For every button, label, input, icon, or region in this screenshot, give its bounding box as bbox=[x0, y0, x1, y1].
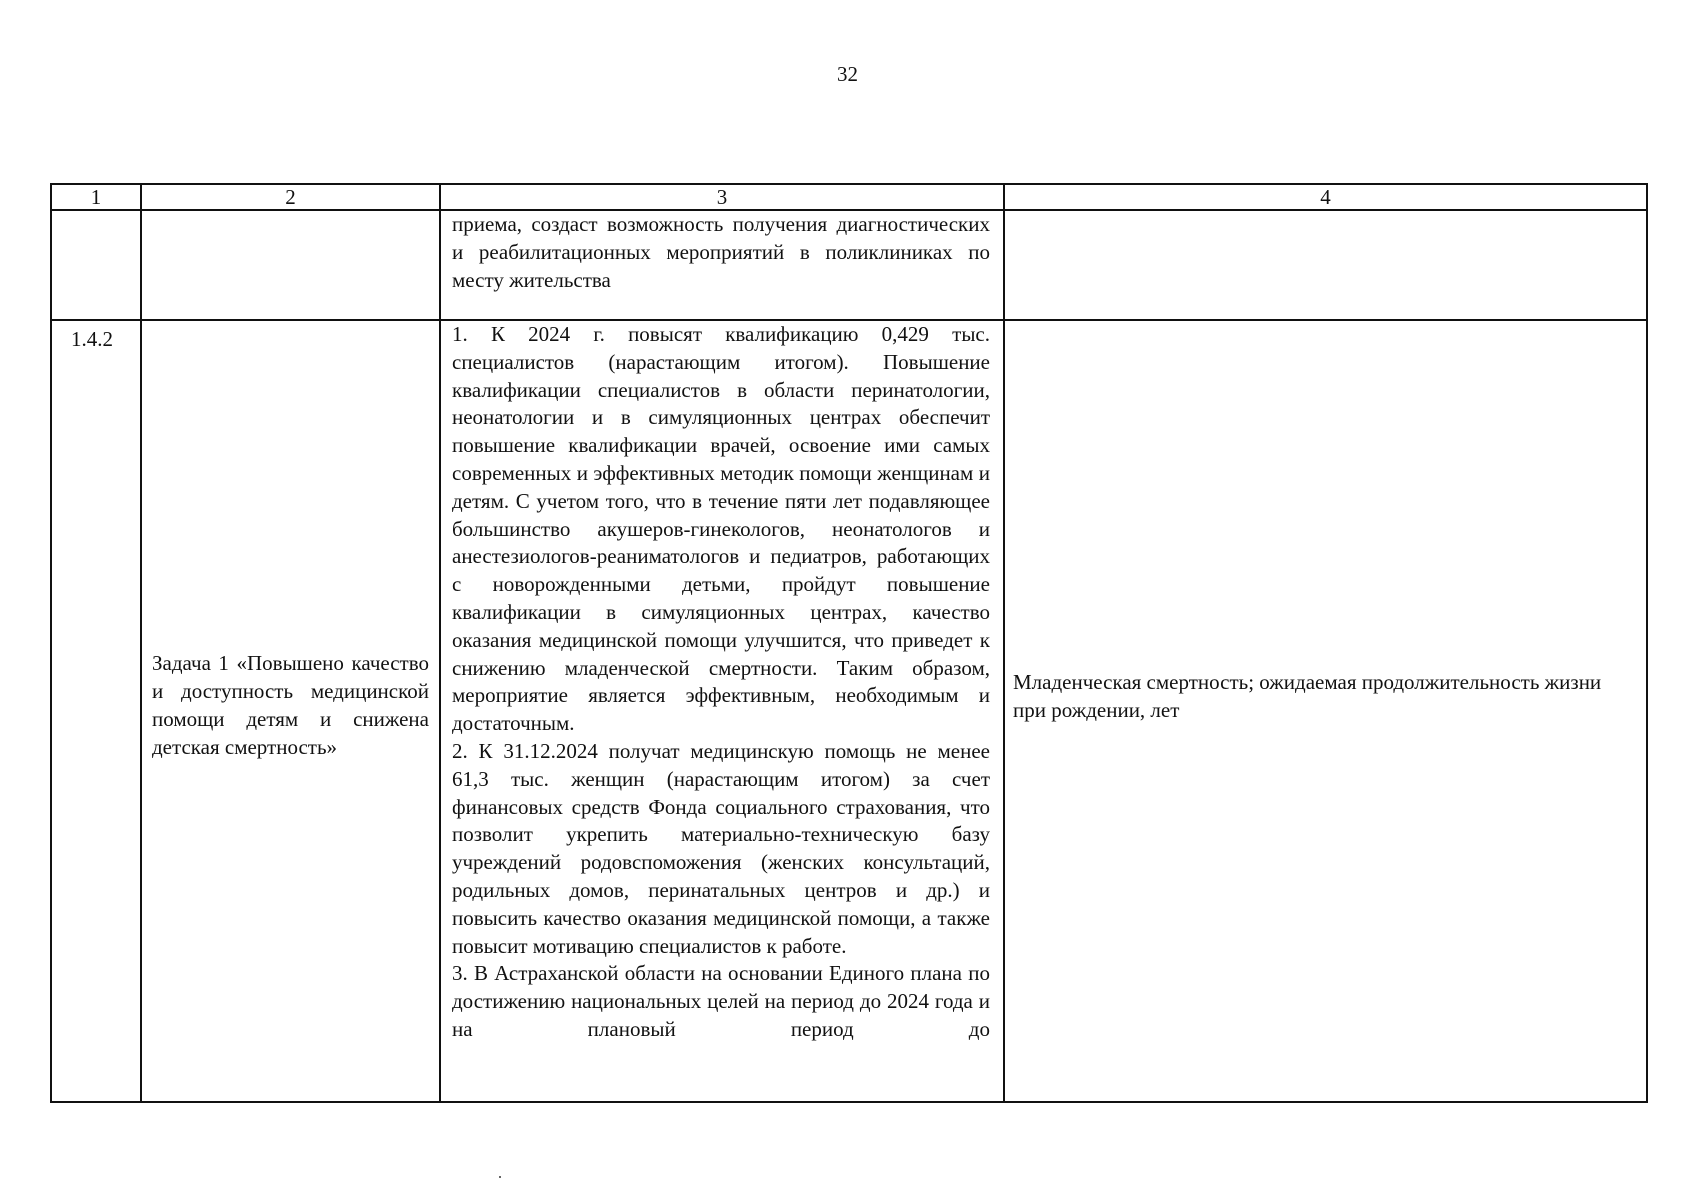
continuation-row bbox=[51, 210, 1647, 320]
continuation-measures-text: приема, создаст возможность получения диагностических и реабилитационных мероприятий в поликлиниках по месту жительства bbox=[452, 212, 990, 292]
task-text: Задача 1 «Повышено качество и доступность медицинской помощи детям и снижена детская смертность» bbox=[152, 651, 429, 759]
column-header-2: 2 bbox=[141, 184, 440, 210]
continuation-number-cell bbox=[51, 210, 141, 320]
indicators-cell bbox=[1004, 320, 1647, 1102]
continuation-indicators-cell bbox=[1004, 210, 1647, 320]
measures-cell bbox=[440, 320, 1004, 1102]
row-number-cell bbox=[51, 320, 141, 1102]
column-header-1: 1 bbox=[51, 184, 141, 210]
task-cell bbox=[141, 320, 440, 1102]
column-header-4: 4 bbox=[1004, 184, 1647, 210]
measure-item-2: 2. К 31.12.2024 получат медицинскую помощь не менее 61,3 тыс. женщин (нарастающим итогом) за счет финансовых средств Фонда социального страхования, что позволит укрепить материально-техническую базу учреждений родовспоможения (женских консультаций, родильных домов, перинатальных центров и др.) и повысить качество оказания медицинской помощи, а также повысит мотивацию специалистов к работе. bbox=[452, 738, 990, 958]
measure-item-3: 3. В Астраханской области на основании Единого плана по достижению национальных целей на период до 2024 года и на плановый период до bbox=[452, 961, 990, 1041]
document-table bbox=[50, 183, 1648, 1103]
continuation-task-cell bbox=[141, 210, 440, 320]
table-header-row bbox=[51, 184, 1647, 210]
table-row bbox=[51, 320, 1647, 1102]
measure-item-1: 1. К 2024 г. повысят квалификацию 0,429 тыс. специалистов (нарастающим итогом). Повышение квалификации специалистов в области перинатологии, неонатологии и в симуляционных центрах обеспечит повышение квалификации врачей, освоение ими самых современных и эффективных методик помощи женщинам и детям. С учетом того, что в течение пяти лет подавляющее большинство акушеров-гинекологов, неонатологов и анестезиологов-реаниматологов и педиатров, работающих с новорожденными детьми, пройдут повышение квалификации в симуляционных центрах, качество оказания медицинской помощи улучшится, что приведет к снижению младенческой смертности. Таким образом, мероприятие является эффективным, необходимым и достаточным. bbox=[452, 322, 990, 736]
row-number: 1.4.2 bbox=[71, 327, 113, 351]
column-header-3: 3 bbox=[440, 184, 1004, 210]
continuation-measures-cell bbox=[440, 210, 1004, 320]
indicators-text: Младенческая смертность; ожидаемая продолжительность жизни при рождении, лет bbox=[1013, 670, 1602, 722]
scan-speck bbox=[499, 1176, 501, 1178]
measures-list bbox=[441, 321, 1003, 1044]
page-number: 32 bbox=[837, 62, 858, 86]
